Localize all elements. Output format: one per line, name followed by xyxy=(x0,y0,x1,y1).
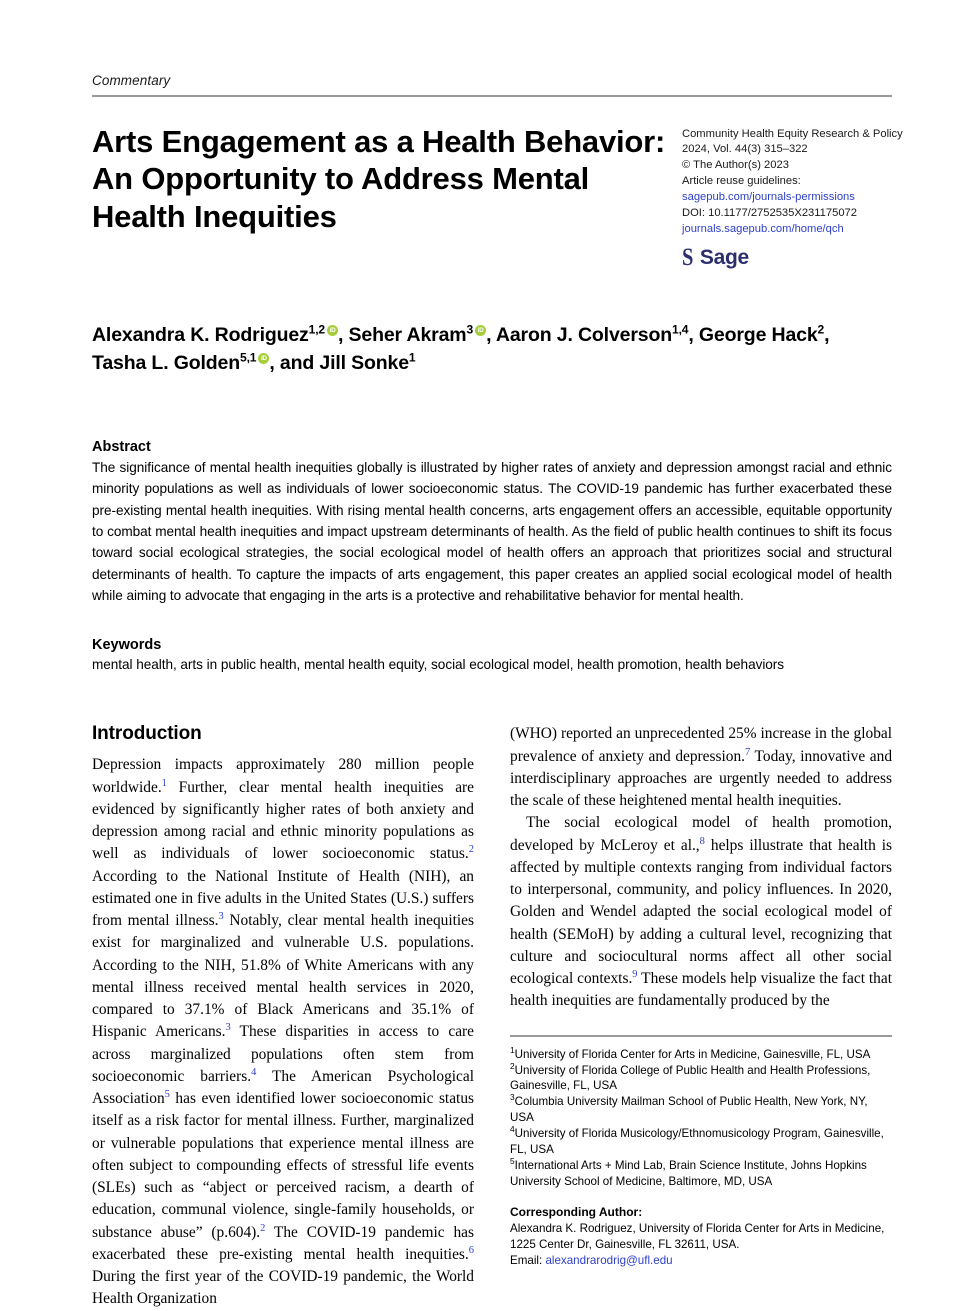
affiliation-text: University of Florida College of Public Health and Health Professions, Gainesville, FL, USA xyxy=(510,1063,871,1093)
keywords-section xyxy=(92,637,892,675)
corresponding-author-address: Alexandra K. Rodriguez, University of Florida Center for Arts in Medicine, 1225 Center Dr, Gainesville, FL 32611, USA. xyxy=(510,1221,885,1251)
running-head: Commentary xyxy=(92,73,171,88)
abstract-text: The significance of mental health inequities globally is illustrated by higher rates of anxiety and depression amongst racial and ethnic minority populations as well as individuals of lower socioeconomic status. The COVID-19 pandemic has further exacerbated these pre-existing mental health inequities. With rising mental health concerns, arts engagement offers an accessible, equitable opportunity to combat mental health inequities and impact upstream determinants of health. As the field of public health continues to shift its focus toward social ecological strategies, the social ecological model of health offers an approach that prioritizes social and structural determinants of health. To capture the impacts of arts engagement, this paper creates an applied social ecological model of health while aiming to advocate that engaging in the arts is a protective and rehabilitative behavior for mental health. xyxy=(92,460,892,603)
citation-link[interactable]: 2 xyxy=(260,1222,266,1234)
citation-link[interactable]: 5 xyxy=(164,1089,170,1101)
body-run: helps illustrate that health is affected by multiple contexts ranging from individual factors to interpersonal, community, and policy influences. In 2020, Golden and Wendel adapted the social ecological model of health (SEMoH) by adding a cultural level, recognizing that culture and sociocultural norms affect all other social ecological contexts. xyxy=(510,836,893,988)
author-name: Seher Akram xyxy=(348,323,467,346)
author-entry xyxy=(92,324,349,346)
author-separator: , xyxy=(688,323,699,346)
citation-link[interactable]: 8 xyxy=(699,835,705,847)
journal-volume-pages: 2024, Vol. 44(3) 315–322 xyxy=(682,143,808,156)
body-run: The American Psychological Association xyxy=(92,1067,474,1108)
permissions-link[interactable]: sagepub.com/journals-permissions xyxy=(682,191,855,204)
affiliation-item xyxy=(510,1126,892,1158)
permissions-link-row xyxy=(682,190,903,206)
author-name: Jill Sonke xyxy=(319,351,409,374)
author-name: Tasha L. Golden xyxy=(92,351,240,374)
author-entry xyxy=(349,324,496,346)
author-separator: , xyxy=(486,323,496,346)
body-columns xyxy=(92,723,892,1310)
email-link[interactable]: alexandrarodrig@ufl.edu xyxy=(545,1253,673,1267)
body-run: Today, innovative and interdisciplinary approaches are urgently needed to address the scale of these heightened mental health inequities. xyxy=(510,747,893,810)
body-run: The COVID-19 pandemic has exacerbated these pre-existing mental health inequities. xyxy=(92,1223,474,1263)
author-entry xyxy=(92,352,319,374)
author-entry xyxy=(319,352,415,374)
body-run: has even identified lower socioeconomic status itself as a risk factor for mental illness. Further, marginalized or vulnerable populations that experience mental illness are often subject to compounding effects of stressful life events (SLEs) such as “abject or perceived racism, a dearth of education, communal violence, single-family households, or substance abuse” (p.604). xyxy=(92,1090,474,1241)
author-list xyxy=(92,322,882,377)
body-run: Further, clear mental health inequities are evidenced by significantly higher rates of both anxiety and depression among racial and ethnic minority populations as well as individuals of lower socioeconomic status. xyxy=(92,778,474,863)
author-affiliation-marker: 5,1 xyxy=(240,350,257,365)
sage-wordmark: Sage xyxy=(699,245,749,269)
copyright-notice: © The Author(s) 2023 xyxy=(682,159,789,172)
keywords-heading: Keywords xyxy=(92,637,162,654)
author-affiliation-marker: 1,4 xyxy=(672,322,689,337)
orcid-id-icon[interactable] xyxy=(327,325,338,336)
introduction-heading: Introduction xyxy=(92,723,202,745)
doi-text: DOI: 10.1177/2752535X231175072 xyxy=(682,207,858,220)
affiliation-marker: 1 xyxy=(510,1044,515,1055)
keywords-text: mental health, arts in public health, mental health equity, social ecological model, health promotion, health behaviors xyxy=(92,657,785,673)
corresponding-author-heading: Corresponding Author: xyxy=(510,1204,643,1219)
author-entry xyxy=(496,324,699,346)
body-run: Depression impacts approximately 280 million people worldwide. xyxy=(92,756,474,796)
body-run: The social ecological model of health promotion, developed by McLeroy et al., xyxy=(510,814,892,854)
column-left xyxy=(92,723,474,1310)
title-block xyxy=(92,123,682,236)
abstract-section xyxy=(92,439,892,606)
author-affiliation-marker: 1,2 xyxy=(308,322,325,337)
affiliation-text: Columbia University Mailman School of Public Health, New York, NY, USA xyxy=(510,1095,868,1125)
body-run: These disparities in access to care across marginalized populations often stem from socioeconomic barriers. xyxy=(92,1023,474,1085)
body-run: Notably, clear mental health inequities exist for marginalized and vulnerable U.S. populations. According to the NIH, 51.8% of White Americans with any mental illness received mental health services in 2020, compared to 37.1% of Black Americans and 35.1% of Hispanic Americans. xyxy=(92,912,474,1041)
author-entry xyxy=(699,324,830,346)
affiliation-item xyxy=(510,1060,892,1095)
body-paragraph xyxy=(510,812,892,1012)
citation-link[interactable]: 7 xyxy=(745,746,751,758)
abstract-heading: Abstract xyxy=(92,439,151,456)
affiliation-text: University of Florida Musicology/Ethnomusicology Program, Gainesville, FL, USA xyxy=(510,1127,884,1156)
citation-link[interactable]: 9 xyxy=(632,969,638,981)
page-content xyxy=(92,73,903,1311)
author-separator: , xyxy=(338,323,349,346)
affiliation-marker: 3 xyxy=(510,1092,515,1103)
author-separator: , and xyxy=(269,351,320,374)
author-name: Alexandra K. Rodriguez xyxy=(92,323,309,346)
affiliation-text: University of Florida Center for Arts in Medicine, Gainesville, FL, USA xyxy=(514,1047,871,1061)
affiliation-marker: 4 xyxy=(510,1124,515,1135)
affiliation-marker: 2 xyxy=(510,1060,515,1071)
citation-link[interactable]: 6 xyxy=(468,1244,474,1256)
sage-publisher-logo xyxy=(682,245,903,270)
citation-link[interactable]: 3 xyxy=(218,911,224,923)
journal-homepage-link[interactable]: journals.sagepub.com/home/qch xyxy=(682,222,844,235)
body-run: These models help visualize the fact that health inequities are fundamentally produced by the xyxy=(510,970,892,1010)
footnotes-divider xyxy=(510,1035,892,1037)
affiliation-item xyxy=(510,1044,892,1063)
page-title: Arts Engagement as a Health Behavior: An Opportunity to Address Mental Health Inequities xyxy=(92,123,666,235)
citation-link[interactable]: 4 xyxy=(251,1066,257,1078)
journal-metadata xyxy=(682,123,903,270)
journal-homepage-link-row xyxy=(682,222,903,238)
header-divider xyxy=(92,95,892,97)
affiliation-marker: 5 xyxy=(510,1155,515,1166)
title-and-metadata-row xyxy=(92,123,903,271)
corresponding-author-email-row xyxy=(510,1253,892,1269)
affiliation-item xyxy=(510,1094,892,1126)
orcid-id-icon[interactable] xyxy=(258,353,269,364)
body-run: According to the National Institute of Health (NIH), an estimated one in five adults in the United States (U.S.) suffers from mental illness. xyxy=(92,867,474,930)
journal-name: Community Health Equity Research & Policy xyxy=(682,127,903,140)
reuse-guidelines-label: Article reuse guidelines: xyxy=(682,175,801,188)
affiliation-item xyxy=(510,1155,892,1190)
introduction-paragraph xyxy=(92,754,474,1310)
affiliation-text: International Arts + Mind Lab, Brain Science Institute, Johns Hopkins University School of Medicine, Baltimore, MD, USA xyxy=(510,1158,867,1188)
body-run: (WHO) reported an unprecedented 25% increase in the global prevalence of anxiety and depression. xyxy=(510,725,892,765)
citation-link[interactable]: 3 xyxy=(225,1022,231,1034)
citation-link[interactable]: 2 xyxy=(468,844,474,856)
author-affiliation-marker: 2 xyxy=(817,322,825,337)
author-name: Aaron J. Colverson xyxy=(495,323,672,346)
citation-link[interactable]: 1 xyxy=(161,777,167,789)
footnotes-block xyxy=(510,1035,892,1269)
author-affiliation-marker: 1 xyxy=(408,350,416,365)
author-separator: , xyxy=(824,323,830,346)
sage-s-mark-icon: S xyxy=(682,243,694,271)
column-right xyxy=(510,723,892,1310)
body-paragraph-continued xyxy=(510,723,892,812)
author-affiliation-marker: 3 xyxy=(466,322,474,337)
orcid-id-icon[interactable] xyxy=(475,325,486,336)
email-label: Email: xyxy=(510,1253,543,1267)
author-name: George Hack xyxy=(698,323,818,346)
body-run: During the first year of the COVID-19 pandemic, the World Health Organization xyxy=(92,1268,474,1308)
